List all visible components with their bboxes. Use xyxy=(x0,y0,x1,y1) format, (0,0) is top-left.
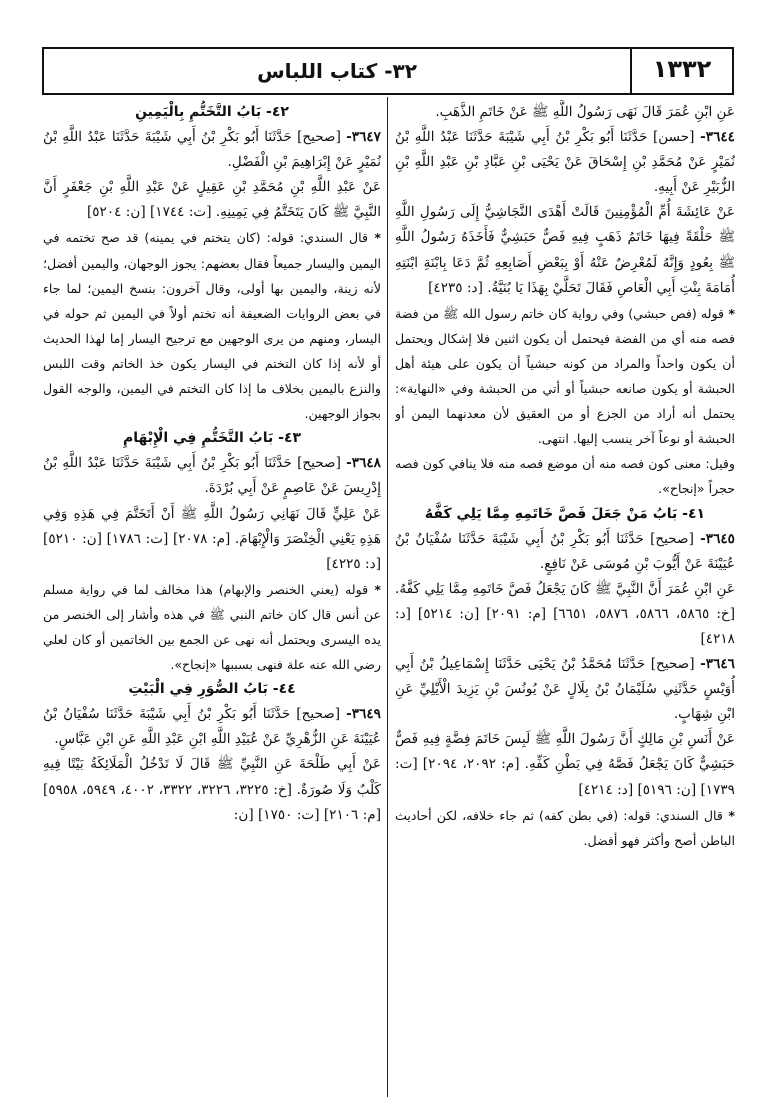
left-column xyxy=(43,100,381,1098)
book-title: ٣٢- كتاب اللباس xyxy=(257,59,417,83)
hadith-text: عَنْ أَنَسِ بْنِ مَالِكٍ أَنَّ رَسُولَ اللَّهِ ﷺ لَبِسَ خَاتَمَ فِضَّةٍ فِيهِ فَصٌّ حَبَشِيٌّ كَانَ يَجْعَلُ فَصَّهُ فِي بَطْنِ كَفِّهِ. [م: ٢٠٩٢، ٢٠٩٤] [ت: ١٧٣٩] [ن: ٥١٩٦] [د: ٤٢١٤] xyxy=(395,731,735,798)
hadith-text: عَنْ أَبِي طَلْحَةَ عَنِ النَّبِيِّ ﷺ قَالَ لَا تَدْخُلُ الْمَلَائِكَةُ بَيْتًا فِيهِ كَلْبٌ وَلَا صُورَةٌ. [خ: ٣٢٢٥، ٣٢٢٦، ٣٣٢٢، ٤٠٠٢، ٥٩٤٩، ٥٩٥٨] [م: ٢١٠٦] [ت: ١٧٥٠] [ن: xyxy=(43,756,381,823)
chapter-heading: ٤٤- بَابُ الصُّوَرِ فِي الْبَيْتِ xyxy=(128,681,296,698)
hadith-chain xyxy=(395,125,735,200)
hadith-chain-text: [صحيح] حَدَّثَنَا أَبُو بَكْرِ بْنُ أَبِي شَيْبَةَ حَدَّثَنَا عَبْدُ اللَّهِ بْنُ نُمَيْرٍ عَنْ إِبْرَاهِيمَ بْنِ الْفَضْلِ. xyxy=(43,129,381,171)
note-asterisk-icon: * xyxy=(722,807,735,823)
commentary-text: وقيل: معنى كون فصه منه أن موضع فصه منه فلا ينافي كون فصه حجراً «إنجاح». xyxy=(395,456,735,497)
note-text: قوله (فص حبشي) وفي رواية كان خاتم رسول الله ﷺ من فضة فصه منه أي من الفضة فيحتمل أن يكون اثنين فلا إشكال ويحتمل أن يكون واحداً والمراد من كونه حبشياً أن يكون على هيئة أهل الحبشة أو يكون صانعه حبشياً أو أتي من الحبشة وفي «النهاية»: يحتمل أنه أراد من الجزع أو من العقيق لأن معدنهما اليمن أو الحبشة أو نوعاً آخر ينسب إليها. انتهى. xyxy=(395,305,735,447)
hadith-text: عَنْ عَائِشَةَ أُمِّ الْمُؤْمِنِينَ قَالَتْ أَهْدَى النَّجَاشِيُّ إِلَى رَسُولِ اللَّهِ ﷺ حَلْقَةً فِيهَا خَاتَمُ ذَهَبٍ فِيهِ فَصٌّ حَبَشِيٌّ فَأَخَذَهُ رَسُولُ اللَّهِ ﷺ بِعُودٍ وَإِنَّهُ لَمُعْرِضٌ عَنْهُ أَوْ بِبَعْضِ أَصَابِعِهِ ثُمَّ دَعَا بِابْنَةِ ابْنَتِهِ أُمَامَةَ بِنْتِ أَبِي الْعَاصِ فَقَالَ تَحَلَّيْ بِهَذَا يَا بُنَيَّةُ. [د: ٤٢٣٥] xyxy=(395,204,735,296)
commentary-note xyxy=(43,225,381,426)
column-divider xyxy=(387,97,388,1097)
chapter-heading: ٤١- بَابُ مَنْ جَعَلَ فَصَّ خَاتَمِهِ مِمَّا يَلِي كَفَّهُ xyxy=(424,505,706,522)
commentary-note xyxy=(43,577,381,677)
hadith-number: ٣٦٤٦- xyxy=(700,656,735,673)
chapter-heading: ٤٣- بَابُ التَّخَتُّمِ فِي الْإِبْهَامِ xyxy=(122,430,302,447)
header-divider xyxy=(630,49,632,93)
hadith-chain xyxy=(395,527,735,577)
page-header xyxy=(42,47,734,95)
note-text: قال السندي: قوله: (في بطن كفه) ثم جاء خلافه، لكن أحاديث الباطن أصح وأكثر فهو أفضل. xyxy=(395,807,735,848)
hadith-chain-text: [صحيح] حَدَّثَنَا أَبُو بَكْرِ بْنُ أَبِي شَيْبَةَ حَدَّثَنَا سُفْيَانُ بْنُ عُيَيْنَةَ عَنْ أَيُّوبَ بْنِ مُوسَى عَنْ نَافِعٍ. xyxy=(395,530,735,572)
commentary-note xyxy=(395,803,735,853)
hadith-chain xyxy=(43,125,381,175)
hadith-chain xyxy=(43,451,381,501)
hadith-chain-text: [صحيح] حَدَّثَنَا مُحَمَّدُ بْنُ يَحْيَى حَدَّثَنَا إِسْمَاعِيلُ بْنُ أَبِي أُوَيْسٍ حَدَّثَنِي سُلَيْمَانُ بْنُ بِلَالٍ عَنْ يُونُسَ بْنِ يَزِيدَ الْأَيْلِيِّ عَنِ ابْنِ شِهَابٍ. xyxy=(395,656,735,723)
hadith-chain-text: [حسن] حَدَّثَنَا أَبُو بَكْرِ بْنُ أَبِي شَيْبَةَ حَدَّثَنَا عَبْدُ اللَّهِ بْنُ نُمَيْرٍ عَنْ مُحَمَّدِ بْنِ إِسْحَاقَ عَنْ يَحْيَى بْنِ عَبَّادِ بْنِ عَبْدِ اللَّهِ بْنِ الزُّبَيْرِ عَنْ أَبِيهِ. xyxy=(395,129,735,196)
hadith-chain xyxy=(43,702,381,752)
note-text: قوله (يعني الخنصر والإبهام) هذا مخالف لما في رواية مسلم عن أنس قال كان خاتم النبي ﷺ في هذه وأشار إلى الخنصر من يده اليسرى ويحتمل أنه نهى عن الجمع بين الخاتمين أو كان لعلي رضي الله عنه علة فنهى بسببها «إنجاح». xyxy=(43,581,381,673)
note-asterisk-icon: * xyxy=(368,581,381,597)
hadith-number: ٣٦٤٧- xyxy=(346,129,381,146)
commentary-note xyxy=(395,301,735,452)
chapter-heading: ٤٢- بَابُ التَّخَتُّمِ بِالْيَمِينِ xyxy=(135,104,289,120)
hadith-text: عَنْ عَلِيٍّ قَالَ نَهَانِي رَسُولُ اللَّهِ ﷺ أَنْ أَتَخَتَّمَ فِي هَذِهِ وَفِي هَذِهِ يَعْنِي الْخِنْصَرَ وَالْإِبْهَامَ. [م: ٢٠٧٨] [ت: ١٧٨٦] [ن: ٥٢١٠] [د: ٤٢٢٥] xyxy=(43,505,381,572)
note-asterisk-icon: * xyxy=(368,230,381,246)
hadith-chain-text: [صحيح] حَدَّثَنَا أَبُو بَكْرِ بْنُ أَبِي شَيْبَةَ حَدَّثَنَا عَبْدُ اللَّهِ بْنُ إِدْرِيسَ عَنْ عَاصِمٍ عَنْ أَبِي بُرْدَةَ. xyxy=(43,455,381,497)
note-text: قال السندي: قوله: (كان يتختم في يمينه) قد صح تختمه في اليمين واليسار جميعاً فقال بعضهم: يجوز الوجهان، واليمين أفضل؛ لأنه زينة، واليمين بها أولى، وقال آخرون: بنسخ اليمين؛ لما جاء في بعض الروايات الضعيفة أنه تختم أولاً في اليمين ثم حوله في اليسار، ومنهم من يرى الوجهين مع ترجيح اليسار إما لهذا الحديث أو لأنه إذا كان التختم في اليسار يكون خذ الخاتم وقت اللبس والنزع باليمين بخلاف ما إذا كان التختم في اليمين، والوجه القول بجواز الوجهين. xyxy=(43,230,381,422)
hadith-text: عَنِ ابْنِ عُمَرَ قَالَ نَهَى رَسُولُ اللَّهِ ﷺ عَنْ خَاتَمِ الذَّهَبِ. xyxy=(435,104,735,120)
page-number: ١٣٣٢ xyxy=(652,55,712,83)
hadith-text: عَنْ عَبْدِ اللَّهِ بْنِ مُحَمَّدِ بْنِ عَقِيلٍ عَنْ عَبْدِ اللَّهِ بْنِ جَعْفَرٍ أَنَّ النَّبِيَّ ﷺ كَانَ يَتَخَتَّمُ فِي يَمِينِهِ. [ت: ١٧٤٤] [ن: ٥٢٠٤] xyxy=(43,179,381,221)
hadith-number: ٣٦٤٨- xyxy=(346,455,381,472)
hadith-number: ٣٦٤٤- xyxy=(700,129,735,146)
hadith-text: عَنِ ابْنِ عُمَرَ أَنَّ النَّبِيَّ ﷺ كَانَ يَجْعَلُ فَصَّ خَاتَمِهِ مِمَّا يَلِي كَفَّهُ. [خ: ٥٨٦٥، ٥٨٦٦، ٥٨٧٦، ٦٦٥١] [م: ٢٠٩١] [ن: ٥٢١٤] [د: ٤٢١٨] xyxy=(395,580,735,647)
hadith-number: ٣٦٤٩- xyxy=(346,706,381,723)
hadith-chain xyxy=(395,652,735,727)
hadith-number: ٣٦٤٥- xyxy=(700,530,735,547)
hadith-chain-text: [صحيح] حَدَّثَنَا أَبُو بَكْرِ بْنُ أَبِي شَيْبَةَ حَدَّثَنَا سُفْيَانُ بْنُ عُيَيْنَةَ عَنِ الزُّهْرِيِّ عَنْ عُبَيْدِ اللَّهِ ابْنِ عَبْدِ اللَّهِ عَنِ ابْنِ عَبَّاسٍ. xyxy=(43,706,381,748)
right-column xyxy=(395,100,735,1098)
note-asterisk-icon: * xyxy=(723,305,735,321)
